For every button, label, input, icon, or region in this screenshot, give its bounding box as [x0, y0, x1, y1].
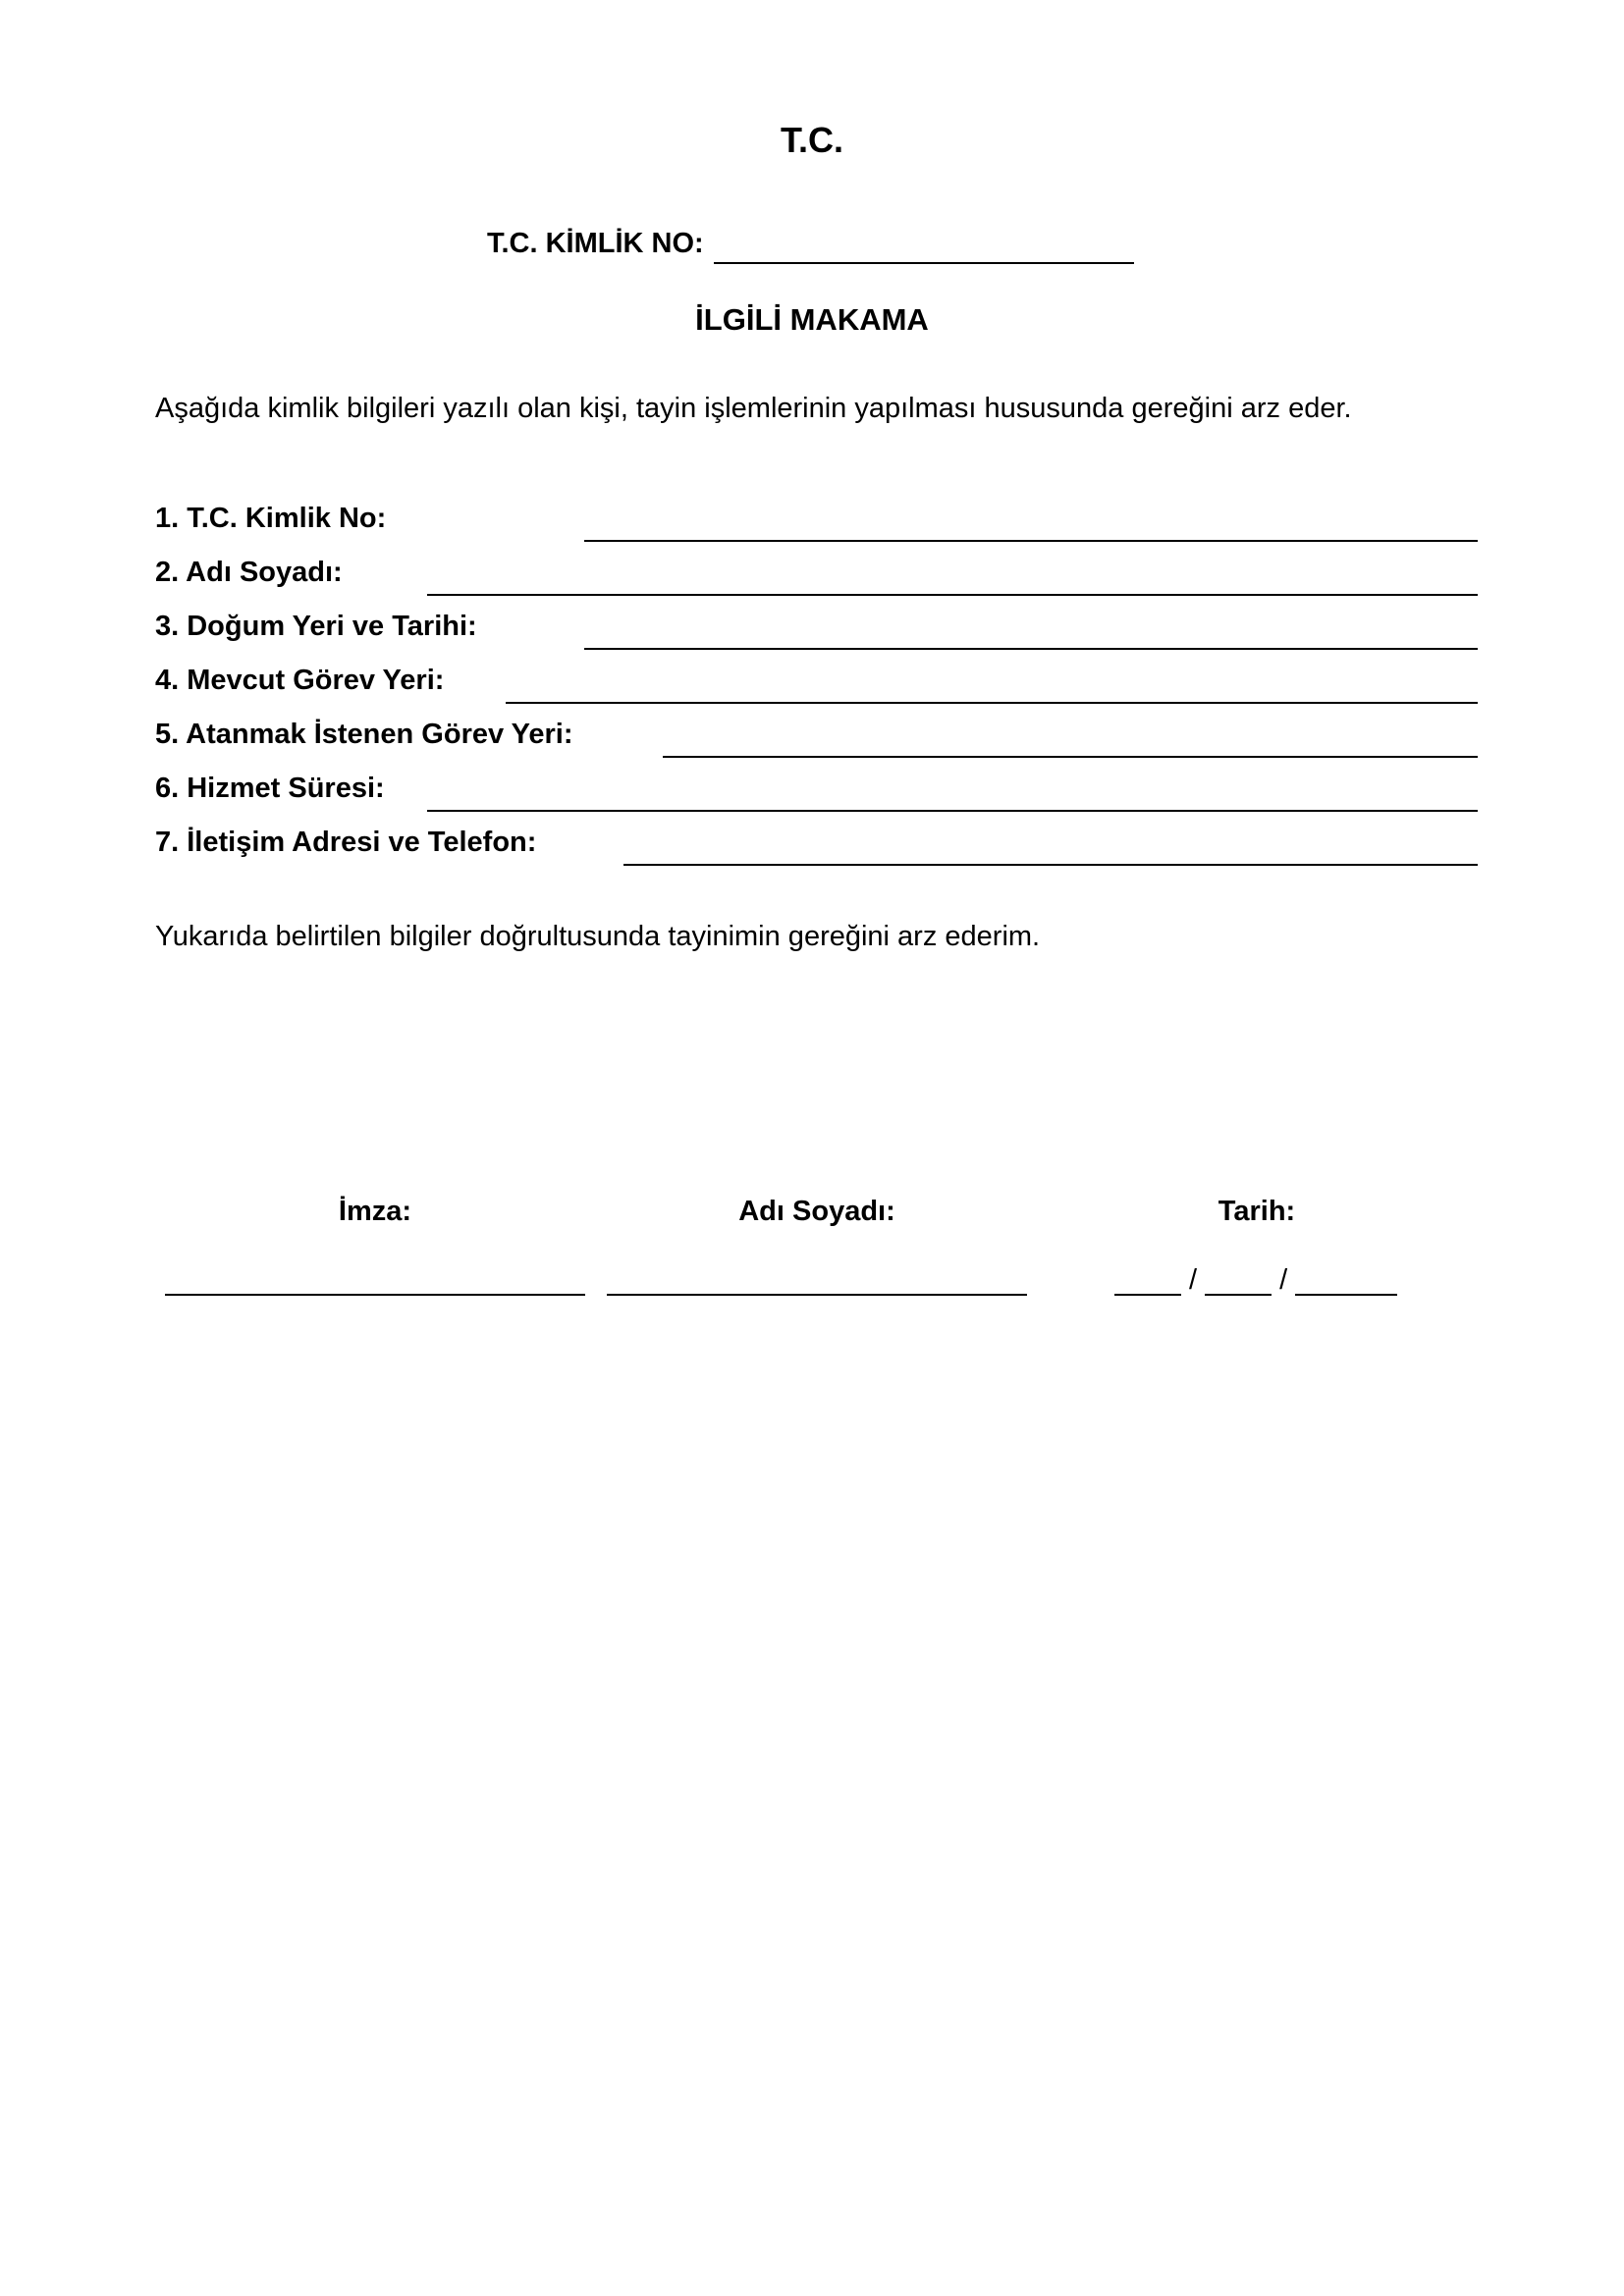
field-input-name[interactable] [427, 594, 1478, 596]
date-year-field[interactable] [1295, 1266, 1397, 1296]
recipient-heading: İLGİLİ MAKAMA [695, 302, 929, 337]
field-input-id-number[interactable] [584, 540, 1478, 542]
field-label: 7. İletişim Adresi ve Telefon: [155, 827, 537, 858]
date-separator: / [1279, 1264, 1288, 1296]
field-row-name [155, 549, 1478, 596]
field-row-contact [155, 819, 1478, 866]
id-number-label: T.C. KİMLİK NO: [487, 228, 704, 259]
id-number-field[interactable] [714, 231, 1134, 264]
signer-name-field[interactable] [607, 1294, 1027, 1296]
field-row-birth [155, 603, 1478, 650]
field-label: 2. Adı Soyadı: [155, 557, 343, 588]
id-number-row [487, 228, 1134, 260]
field-input-birth[interactable] [584, 648, 1478, 650]
field-label: 5. Atanmak İstenen Görev Yeri: [155, 719, 573, 750]
field-input-current-post[interactable] [506, 702, 1478, 704]
field-label: 6. Hizmet Süresi: [155, 773, 385, 804]
field-label: 1. T.C. Kimlik No: [155, 503, 387, 534]
date-month-field[interactable] [1205, 1266, 1272, 1296]
signature-field[interactable] [165, 1294, 585, 1296]
date-separator: / [1189, 1264, 1198, 1296]
date-field [1114, 1264, 1397, 1296]
field-input-contact[interactable] [623, 864, 1478, 866]
field-row-id-number [155, 495, 1478, 542]
field-row-service-duration [155, 765, 1478, 812]
date-label: Tarih: [1218, 1196, 1296, 1227]
signature-label: İmza: [338, 1196, 412, 1227]
field-row-requested-post [155, 711, 1478, 758]
field-input-service-duration[interactable] [427, 810, 1478, 812]
field-row-current-post [155, 657, 1478, 704]
page-title: T.C. [780, 120, 843, 160]
closing-paragraph: Yukarıda belirtilen bilgiler doğrultusunda tayinimin gereğini arz ederim. [155, 921, 1041, 952]
date-day-field[interactable] [1114, 1266, 1181, 1296]
field-label: 3. Doğum Yeri ve Tarihi: [155, 611, 477, 642]
field-label: 4. Mevcut Görev Yeri: [155, 665, 445, 696]
signer-name-label: Adı Soyadı: [738, 1196, 895, 1227]
intro-paragraph: Aşağıda kimlik bilgileri yazılı olan kişi, tayin işlemlerinin yapılması hususunda gereğini arz eder. [155, 393, 1352, 424]
field-input-requested-post[interactable] [663, 756, 1478, 758]
